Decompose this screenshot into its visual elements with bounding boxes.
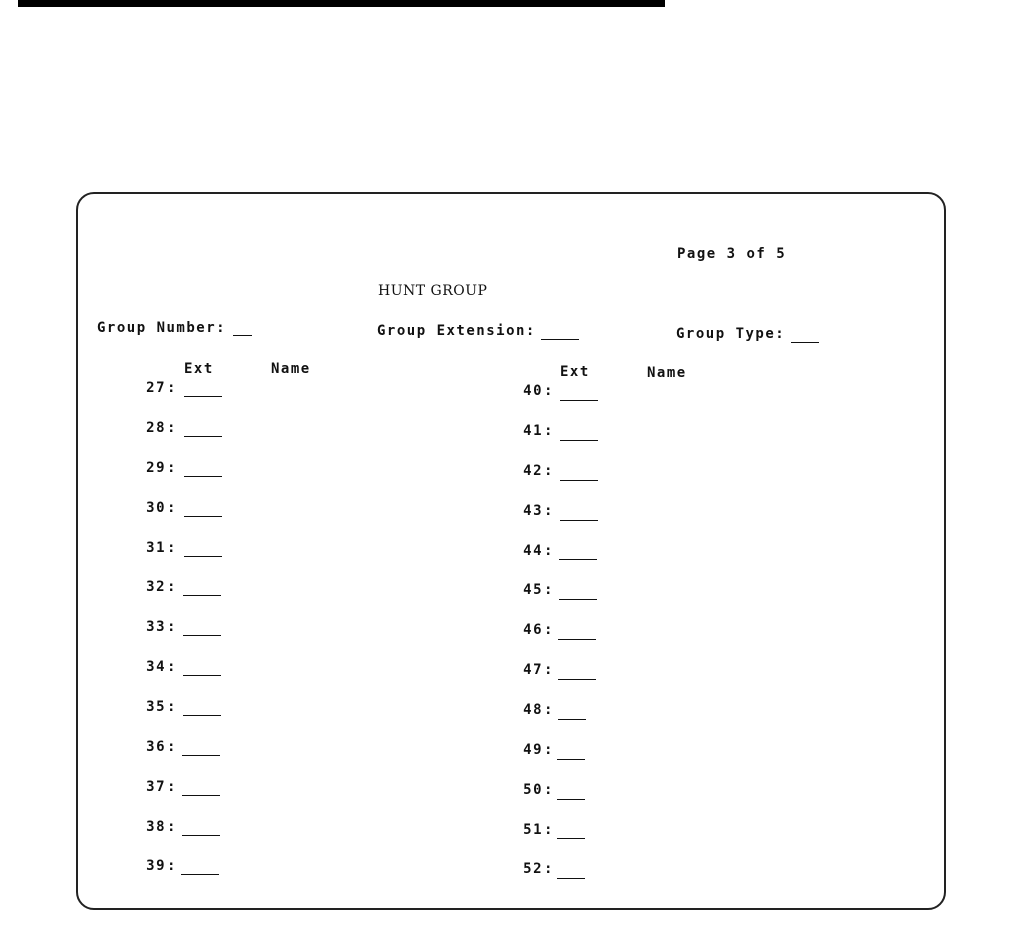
member-ext-field-39[interactable] — [181, 873, 219, 875]
member-ext-field-27[interactable] — [184, 395, 222, 397]
member-ext-field-50[interactable] — [557, 798, 585, 800]
member-ext-field-46[interactable] — [558, 638, 596, 640]
member-ext-field-48[interactable] — [558, 718, 586, 720]
member-number-30: 30 — [146, 500, 166, 516]
member-number-27: 27 — [146, 380, 166, 396]
group-extension-field[interactable] — [541, 338, 579, 340]
member-ext-field-43[interactable] — [560, 519, 598, 521]
member-ext-field-51[interactable] — [557, 837, 585, 839]
group-number-field[interactable] — [233, 334, 252, 336]
top-black-bar — [18, 0, 665, 7]
member-number-32: 32 — [146, 579, 166, 595]
left-ext-header: Ext — [184, 361, 214, 377]
member-number-52: 52 — [523, 861, 543, 877]
left-name-header: Name — [271, 361, 311, 377]
member-ext-field-38[interactable] — [182, 834, 220, 836]
group-extension-label: Group Extension: — [377, 323, 536, 339]
member-ext-field-35[interactable] — [183, 714, 221, 716]
member-ext-field-45[interactable] — [559, 598, 597, 600]
member-number-50: 50 — [523, 782, 543, 798]
member-ext-field-40[interactable] — [560, 399, 598, 401]
member-number-34: 34 — [146, 659, 166, 675]
member-ext-field-41[interactable] — [560, 439, 598, 441]
member-ext-field-52[interactable] — [557, 877, 585, 879]
group-number-label: Group Number: — [97, 320, 227, 336]
member-ext-field-36[interactable] — [182, 754, 220, 756]
member-number-40: 40 — [523, 383, 543, 399]
group-type-label: Group Type: — [676, 326, 786, 342]
member-number-36: 36 — [146, 739, 166, 755]
member-number-48: 48 — [523, 702, 543, 718]
member-number-45: 45 — [523, 582, 543, 598]
right-ext-header: Ext — [560, 364, 590, 380]
page-indicator: Page 3 of 5 — [677, 246, 787, 262]
member-number-49: 49 — [523, 742, 543, 758]
member-ext-field-33[interactable] — [183, 634, 221, 636]
member-number-47: 47 — [523, 662, 543, 678]
member-number-33: 33 — [146, 619, 166, 635]
member-number-41: 41 — [523, 423, 543, 439]
member-ext-field-29[interactable] — [184, 475, 222, 477]
member-number-46: 46 — [523, 622, 543, 638]
member-ext-field-42[interactable] — [560, 479, 598, 481]
member-ext-field-30[interactable] — [184, 515, 222, 517]
member-ext-field-49[interactable] — [557, 758, 585, 760]
form-title: HUNT GROUP — [378, 283, 488, 299]
member-number-29: 29 — [146, 460, 166, 476]
member-ext-field-31[interactable] — [184, 555, 222, 557]
member-ext-field-47[interactable] — [558, 678, 596, 680]
group-type-field[interactable] — [791, 341, 819, 343]
member-number-35: 35 — [146, 699, 166, 715]
member-number-44: 44 — [523, 543, 543, 559]
member-ext-field-37[interactable] — [182, 794, 220, 796]
member-ext-field-32[interactable] — [183, 594, 221, 596]
member-number-42: 42 — [523, 463, 543, 479]
member-number-43: 43 — [523, 503, 543, 519]
member-ext-field-28[interactable] — [184, 435, 222, 437]
member-ext-field-34[interactable] — [183, 674, 221, 676]
member-number-38: 38 — [146, 819, 166, 835]
member-number-51: 51 — [523, 822, 543, 838]
member-number-28: 28 — [146, 420, 166, 436]
right-name-header: Name — [647, 365, 687, 381]
member-number-37: 37 — [146, 779, 166, 795]
member-ext-field-44[interactable] — [559, 558, 597, 560]
member-number-31: 31 — [146, 540, 166, 556]
member-number-39: 39 — [146, 858, 166, 874]
